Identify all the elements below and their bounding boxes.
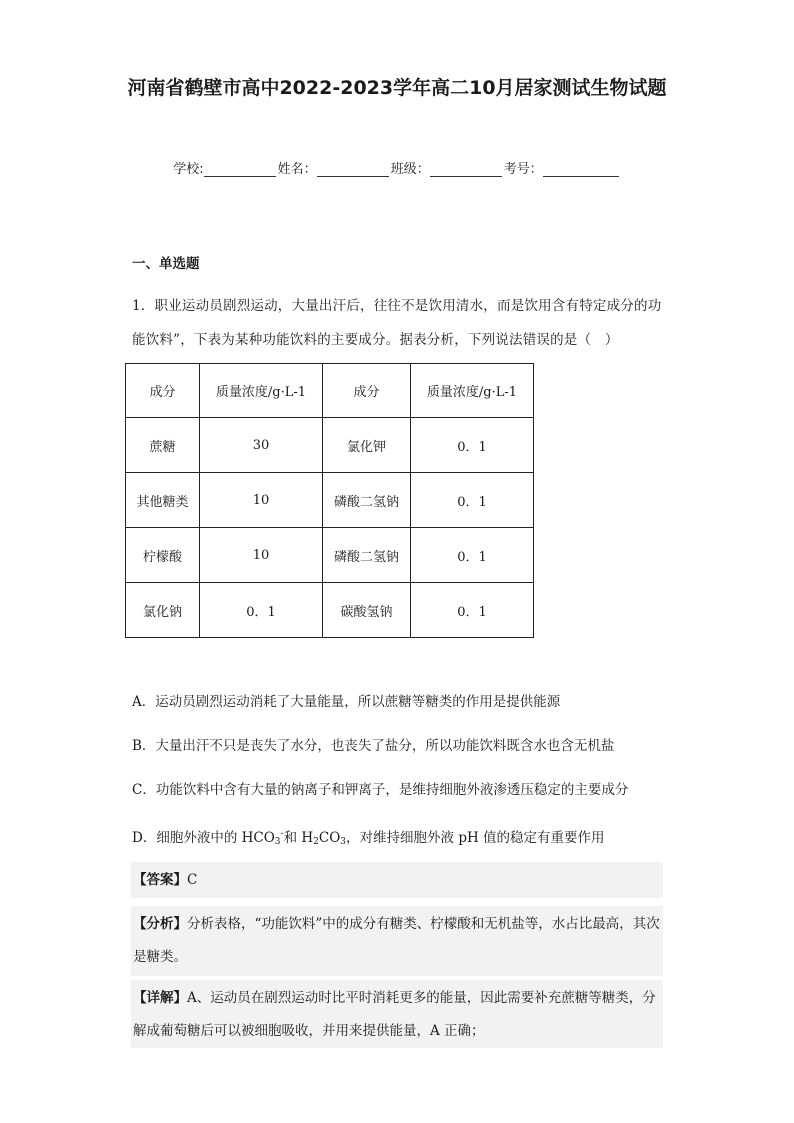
table-cell: 30: [200, 418, 323, 473]
detail-text: A、运动员在剧烈运动时比平时消耗更多的能量，因此需要补充蔗糖等糖类，分解成葡萄糖后可以被细胞吸收，并用来提供能量，A 正确；: [133, 990, 656, 1039]
number-label: 考号：: [503, 162, 543, 177]
option-b: B．大量出汗不只是丧失了水分，也丧失了盐分，所以功能饮料既含水也含无机盐: [132, 738, 615, 754]
analysis-text: 分析表格，“功能饮料”中的成分有糖类、柠檬酸和无机盐等，水占比最高，其次是糖类。: [133, 916, 660, 965]
option-d-text: 和 H: [283, 830, 314, 846]
table-row: [126, 473, 534, 528]
table-cell: 其他糖类: [126, 473, 200, 528]
table-cell: 0．1: [411, 583, 534, 638]
analysis-block: [131, 906, 663, 976]
option-c: C．功能饮料中含有大量的钠离子和钾离子，是维持细胞外液渗透压稳定的主要成分: [132, 782, 629, 798]
table-cell: 磷酸二氢钠: [323, 528, 411, 583]
table-cell: 10: [200, 473, 323, 528]
option-d: [132, 824, 605, 852]
table-header-cell: 质量浓度/g·L-1: [200, 364, 323, 418]
table-cell: 碳酸氢钠: [323, 583, 411, 638]
name-label: 姓名：: [277, 162, 317, 177]
table-row: [126, 583, 534, 638]
table-cell: 0．1: [200, 583, 323, 638]
table-cell: 蔗糖: [126, 418, 200, 473]
option-a: A．运动员剧烈运动消耗了大量能量，所以蔗糖等糖类的作用是提供能源: [132, 694, 561, 710]
answer-label: 【答案】: [133, 872, 187, 888]
class-blank: [430, 162, 502, 177]
table-cell: 氯化钠: [126, 583, 200, 638]
table-cell: 0．1: [411, 418, 534, 473]
option-d-sub: 3: [340, 837, 347, 847]
option-d-sup: -: [280, 829, 284, 839]
name-blank: [317, 162, 389, 177]
detail-label: 【详解】: [133, 990, 187, 1006]
table-cell: 0．1: [411, 528, 534, 583]
table-header-cell: 成分: [126, 364, 200, 418]
page-title: 河南省鹤壁市高中2022-2023学年高二10月居家测试生物试题: [127, 77, 667, 99]
table-row: [126, 418, 534, 473]
section-heading: 一、单选题: [132, 256, 200, 272]
option-d-text: ，对维持细胞外液 pH 值的稳定有重要作用: [346, 830, 605, 846]
table-cell: 磷酸二氢钠: [323, 473, 411, 528]
ingredient-table: [125, 363, 534, 638]
option-d-sub: 3: [274, 837, 281, 847]
question-text: 1．职业运动员剧烈运动，大量出汗后，往往不是饮用清水，而是饮用含有特定成分的功能饮料”，下表为某种功能饮料的主要成分。据表分析，下列说法错误的是（ ）: [132, 298, 662, 348]
option-d-text: D．细胞外液中的 HCO: [132, 830, 275, 846]
answer-block: [131, 862, 663, 898]
table-cell: 柠檬酸: [126, 528, 200, 583]
table-header-row: [126, 364, 534, 418]
table-header-cell: 成分: [323, 364, 411, 418]
analysis-label: 【分析】: [133, 916, 187, 932]
option-d-sub: 2: [313, 837, 319, 847]
option-d-text: CO: [318, 830, 341, 846]
table-cell: 氯化钾: [323, 418, 411, 473]
table-row: [126, 528, 534, 583]
answer-value: C: [187, 872, 198, 888]
table-header-cell: 质量浓度/g·L-1: [411, 364, 534, 418]
table-cell: 0．1: [411, 473, 534, 528]
school-blank: [204, 162, 276, 177]
number-blank: [543, 162, 619, 177]
school-label: 学校:: [173, 162, 204, 177]
table-cell: 10: [200, 528, 323, 583]
student-info-line: [0, 158, 794, 177]
detail-block: [131, 980, 663, 1048]
class-label: 班级：: [390, 162, 430, 177]
